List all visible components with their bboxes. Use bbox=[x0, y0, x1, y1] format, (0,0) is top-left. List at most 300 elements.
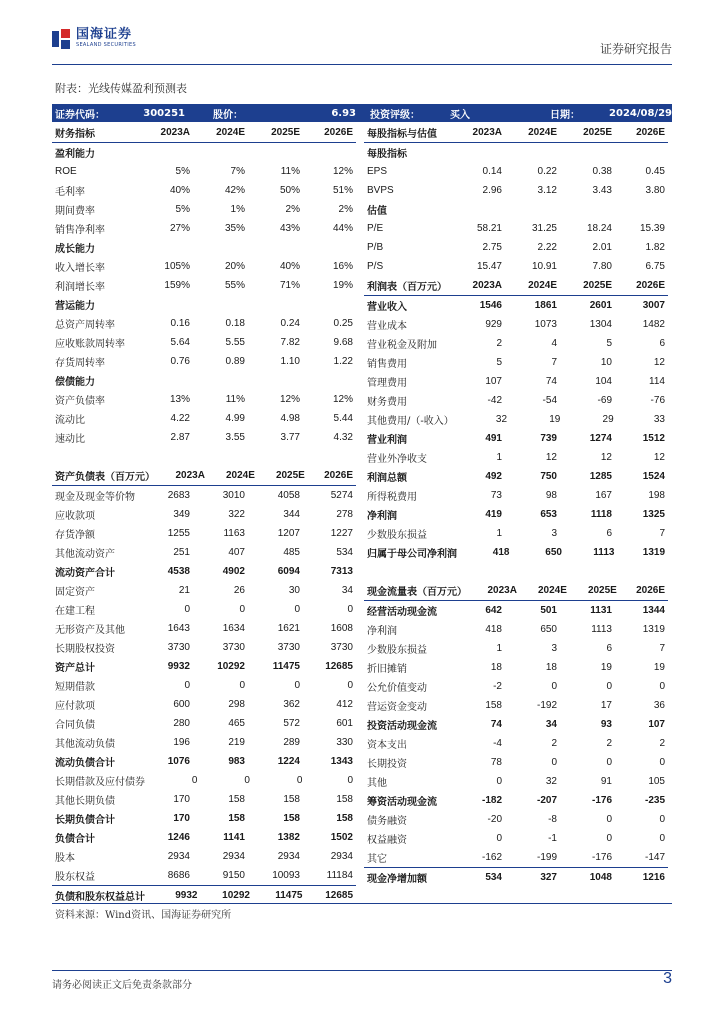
cell-value: 1113 bbox=[591, 624, 612, 635]
cell-value: 74 bbox=[545, 376, 557, 387]
cell-value: 12 bbox=[653, 452, 665, 463]
table-row bbox=[364, 715, 668, 734]
cell-value: 170 bbox=[173, 813, 190, 824]
cell-value: 407 bbox=[228, 547, 245, 558]
cell-value: 1163 bbox=[223, 528, 245, 539]
cell-value: -76 bbox=[650, 395, 665, 406]
table-row bbox=[364, 467, 668, 486]
cell-value: 344 bbox=[283, 509, 300, 520]
cell-value: 2023A bbox=[160, 127, 190, 138]
row-label: 销售净利率 bbox=[55, 225, 105, 236]
cell-value: 289 bbox=[283, 737, 300, 748]
logo-name-en: SEALAND SECURITIES bbox=[76, 42, 136, 48]
table-row bbox=[52, 428, 356, 447]
row-label: 管理费用 bbox=[367, 378, 407, 389]
cell-value: 1343 bbox=[330, 756, 353, 767]
cell-value: 27% bbox=[169, 223, 190, 234]
cell-value: 40% bbox=[279, 261, 300, 272]
cell-value: 2% bbox=[285, 204, 300, 215]
table-row bbox=[364, 543, 668, 562]
row-label: 长期借款及应付债券 bbox=[55, 777, 145, 788]
row-label: 流动负债合计 bbox=[55, 758, 115, 769]
table-row bbox=[364, 410, 668, 429]
cell-value: 51% bbox=[332, 185, 353, 196]
cell-value: 0 bbox=[239, 680, 245, 691]
cell-value: 158 bbox=[283, 813, 300, 824]
cell-value: 3010 bbox=[222, 490, 245, 501]
date-value: 2024/08/29 bbox=[609, 107, 672, 119]
table-row bbox=[52, 314, 356, 333]
row-label: 流动比 bbox=[55, 415, 85, 426]
cell-value: 1207 bbox=[277, 528, 300, 539]
cell-value: 1524 bbox=[642, 471, 665, 482]
stock-code-label: 证券代码： bbox=[55, 109, 105, 121]
row-label: 应收账款周转率 bbox=[55, 339, 125, 350]
cell-value: 1224 bbox=[277, 756, 300, 767]
row-label: 应收款项 bbox=[55, 511, 95, 522]
row-label: 存货净额 bbox=[55, 530, 95, 541]
cell-value: 40% bbox=[169, 185, 190, 196]
section-heading bbox=[52, 238, 356, 257]
cell-value: 1.22 bbox=[333, 356, 353, 367]
cell-value: 5% bbox=[175, 204, 190, 215]
cell-value: 5% bbox=[175, 166, 190, 177]
cell-value: -235 bbox=[644, 795, 665, 806]
row-label: 无形资产及其他 bbox=[55, 625, 125, 636]
row-label: 每股指标与估值 bbox=[367, 129, 437, 140]
row-label: EPS bbox=[367, 166, 388, 177]
cell-value: 0 bbox=[551, 757, 557, 768]
table-row bbox=[364, 829, 668, 848]
cell-value: 1319 bbox=[642, 547, 666, 558]
cell-value: 12685 bbox=[325, 661, 353, 672]
table-row bbox=[52, 562, 356, 581]
table-row bbox=[52, 600, 356, 619]
cell-value: 2024E bbox=[225, 470, 255, 481]
cell-value: 2.75 bbox=[482, 242, 502, 253]
cell-value: 492 bbox=[485, 471, 502, 482]
cell-value: 0 bbox=[347, 775, 354, 786]
cell-value: 0 bbox=[496, 833, 502, 844]
cell-value: 1.82 bbox=[645, 242, 665, 253]
cell-value: 534 bbox=[485, 872, 502, 883]
row-label: 净利润 bbox=[367, 511, 397, 522]
table-row bbox=[52, 771, 356, 790]
cell-value: 2024E bbox=[216, 127, 245, 138]
row-label: 存货周转率 bbox=[55, 358, 105, 369]
cell-value: 2023A bbox=[487, 585, 517, 596]
row-label: 流动资产合计 bbox=[55, 568, 115, 579]
table-row bbox=[364, 848, 668, 867]
left-column bbox=[52, 123, 356, 905]
cell-value: 412 bbox=[336, 699, 353, 710]
table-row bbox=[52, 447, 356, 466]
cell-value: 0 bbox=[659, 757, 665, 768]
cell-value: 107 bbox=[485, 376, 502, 387]
row-label: 其他 bbox=[367, 778, 387, 789]
cell-value: 19 bbox=[653, 662, 665, 673]
row-label: 应付款项 bbox=[55, 701, 95, 712]
cell-value: 7 bbox=[551, 357, 557, 368]
cell-value: 198 bbox=[648, 490, 665, 501]
cell-value: 1512 bbox=[642, 433, 665, 444]
cell-value: 3007 bbox=[642, 300, 665, 311]
table-row bbox=[364, 334, 668, 353]
table-row bbox=[364, 372, 668, 391]
cell-value: -199 bbox=[536, 852, 557, 863]
table-row bbox=[364, 524, 668, 543]
cell-value: 1861 bbox=[534, 300, 557, 311]
cell-value: 36 bbox=[653, 700, 665, 711]
cell-value: 362 bbox=[283, 699, 300, 710]
table-row bbox=[364, 639, 668, 658]
cell-value: 322 bbox=[228, 509, 245, 520]
cell-value: 158 bbox=[336, 794, 353, 805]
cell-value: 1502 bbox=[330, 832, 353, 843]
table-row bbox=[364, 219, 668, 238]
cell-value: 71% bbox=[279, 280, 300, 291]
cell-value: 74 bbox=[490, 719, 502, 730]
row-label: 少数股东损益 bbox=[367, 645, 427, 656]
row-label: 筹资活动现金流 bbox=[367, 797, 437, 808]
cell-value: 1634 bbox=[222, 623, 245, 634]
table-row bbox=[52, 486, 356, 505]
cell-value: 1141 bbox=[223, 832, 245, 843]
cell-value: 11475 bbox=[272, 661, 300, 672]
cell-value: 5 bbox=[496, 357, 502, 368]
table-row bbox=[52, 181, 356, 200]
row-label: 现金净增加额 bbox=[367, 874, 427, 885]
cell-value: 114 bbox=[649, 376, 665, 387]
cell-value: 2934 bbox=[222, 851, 245, 862]
cell-value: 158 bbox=[485, 700, 502, 711]
logo-icon bbox=[52, 29, 70, 49]
cell-value: 1546 bbox=[479, 300, 502, 311]
cell-value: 219 bbox=[228, 737, 245, 748]
cell-value: 196 bbox=[173, 737, 190, 748]
cell-value: 534 bbox=[336, 547, 353, 558]
table-row bbox=[364, 315, 668, 334]
cell-value: 1% bbox=[230, 204, 245, 215]
row-label: 总资产周转率 bbox=[55, 320, 115, 331]
cell-value: 1344 bbox=[642, 605, 665, 616]
cell-value: 1 bbox=[496, 528, 502, 539]
cell-value: 0 bbox=[659, 814, 665, 825]
row-label: 在建工程 bbox=[55, 606, 95, 617]
cell-value: -4 bbox=[493, 738, 502, 749]
cell-value: 167 bbox=[595, 490, 612, 501]
cell-value: 1131 bbox=[590, 605, 612, 616]
row-label: 经营活动现金流 bbox=[367, 607, 437, 618]
row-label: 公允价值变动 bbox=[367, 683, 427, 694]
row-label: 资产负债表（百万元） bbox=[55, 472, 155, 483]
table-row bbox=[364, 696, 668, 715]
row-label: 销售费用 bbox=[367, 359, 407, 370]
cell-value: -1 bbox=[548, 833, 557, 844]
cell-value: 0 bbox=[184, 604, 190, 615]
cell-value: 32 bbox=[495, 414, 508, 425]
table-row bbox=[364, 448, 668, 467]
cell-value: 0.25 bbox=[333, 318, 353, 329]
cell-value: 6 bbox=[606, 643, 612, 654]
cell-value: 2 bbox=[659, 738, 665, 749]
cell-value: 929 bbox=[485, 319, 502, 330]
cell-value: 0 bbox=[659, 833, 665, 844]
row-label: BVPS bbox=[367, 185, 394, 196]
cell-value: 485 bbox=[283, 547, 300, 558]
table-header-row bbox=[364, 581, 668, 601]
table-row bbox=[364, 296, 668, 315]
row-label: 财务费用 bbox=[367, 397, 407, 408]
cell-value: 0 bbox=[496, 776, 502, 787]
table-row bbox=[52, 581, 356, 600]
cell-value: 158 bbox=[336, 813, 353, 824]
table-row bbox=[52, 790, 356, 809]
cell-value: 16% bbox=[332, 261, 353, 272]
cell-value: 6094 bbox=[277, 566, 300, 577]
cell-value: 11% bbox=[225, 394, 245, 405]
cell-value: 1 bbox=[496, 643, 502, 654]
cell-value: 170 bbox=[173, 794, 190, 805]
row-label: 营业成本 bbox=[367, 321, 407, 332]
cell-value: -182 bbox=[481, 795, 502, 806]
row-label: 盈利能力 bbox=[55, 149, 95, 160]
table-header-row bbox=[52, 466, 356, 486]
table-row bbox=[52, 524, 356, 543]
cell-value: 0 bbox=[294, 680, 300, 691]
cell-value: 601 bbox=[336, 718, 353, 729]
cell-value: 2 bbox=[606, 738, 612, 749]
cell-value: 19% bbox=[332, 280, 353, 291]
cell-value: 0.38 bbox=[592, 166, 612, 177]
cell-value: 6.75 bbox=[645, 261, 665, 272]
table-row bbox=[52, 409, 356, 428]
row-label: 少数股东损益 bbox=[367, 530, 427, 541]
cell-value: 0 bbox=[294, 604, 300, 615]
cell-value: 6 bbox=[659, 338, 665, 349]
page-header bbox=[52, 28, 672, 60]
table-row bbox=[364, 601, 668, 620]
row-label: 长期股权投资 bbox=[55, 644, 115, 655]
cell-value: 5274 bbox=[330, 490, 353, 501]
cell-value: 2934 bbox=[330, 851, 353, 862]
table-row bbox=[52, 866, 356, 885]
cell-value: 9932 bbox=[167, 661, 190, 672]
cell-value: 4.98 bbox=[280, 413, 300, 424]
cell-value: 1608 bbox=[330, 623, 353, 634]
cell-value: 7.82 bbox=[280, 337, 300, 348]
cell-value: 491 bbox=[485, 433, 502, 444]
row-label: 投资活动现金流 bbox=[367, 721, 437, 732]
cell-value: -54 bbox=[542, 395, 557, 406]
cell-value: 1274 bbox=[589, 433, 612, 444]
cell-value: 7% bbox=[230, 166, 245, 177]
table-row bbox=[52, 162, 356, 181]
row-label: 合同负债 bbox=[55, 720, 95, 731]
row-label: 权益融资 bbox=[367, 835, 407, 846]
cell-value: 1227 bbox=[330, 528, 353, 539]
cell-value: 29 bbox=[602, 414, 614, 425]
cell-value: 2 bbox=[551, 738, 557, 749]
cell-value: 327 bbox=[540, 872, 557, 883]
right-column bbox=[364, 123, 668, 887]
cell-value: 0 bbox=[606, 757, 612, 768]
row-label: 收入增长率 bbox=[55, 263, 105, 274]
cell-value: 10292 bbox=[217, 661, 245, 672]
cell-value: 12 bbox=[653, 357, 665, 368]
cell-value: -69 bbox=[597, 395, 612, 406]
row-label: 毛利率 bbox=[55, 187, 85, 198]
cell-value: 653 bbox=[540, 509, 557, 520]
row-label: 营业利润 bbox=[367, 435, 407, 446]
row-label: 速动比 bbox=[55, 434, 85, 445]
cell-value: 1319 bbox=[642, 624, 665, 635]
cell-value: 7 bbox=[659, 643, 665, 654]
cell-value: -8 bbox=[548, 814, 557, 825]
cell-value: 5.55 bbox=[225, 337, 245, 348]
table-row bbox=[52, 619, 356, 638]
cell-value: 3.77 bbox=[280, 432, 300, 443]
cell-value: 1 bbox=[496, 452, 502, 463]
row-label: 营业税金及附加 bbox=[367, 340, 437, 351]
cell-value: 158 bbox=[228, 813, 245, 824]
table-row bbox=[52, 676, 356, 695]
table-row bbox=[364, 486, 668, 505]
cell-value: 298 bbox=[228, 699, 245, 710]
summary-bar bbox=[52, 104, 672, 122]
table-row bbox=[52, 752, 356, 771]
cell-value: 12 bbox=[545, 452, 557, 463]
table-row bbox=[364, 181, 668, 200]
cell-value: 2 bbox=[496, 338, 502, 349]
cell-value: 2026E bbox=[324, 470, 353, 481]
cell-value: 2683 bbox=[167, 490, 190, 501]
cell-value: 0.22 bbox=[537, 166, 557, 177]
cell-value: 17 bbox=[600, 700, 612, 711]
cell-value: 572 bbox=[283, 718, 300, 729]
cell-value: 11475 bbox=[275, 890, 303, 901]
cell-value: 7.80 bbox=[592, 261, 612, 272]
cell-value: 0.89 bbox=[225, 356, 245, 367]
cell-value: 2.01 bbox=[592, 242, 612, 253]
row-label: 现金流量表（百万元） bbox=[367, 587, 467, 598]
cell-value: 4058 bbox=[277, 490, 300, 501]
cell-value: 1482 bbox=[642, 319, 665, 330]
cell-value: 43% bbox=[279, 223, 300, 234]
cell-value: 501 bbox=[540, 605, 557, 616]
table-row bbox=[52, 390, 356, 409]
cell-value: 7 bbox=[659, 528, 665, 539]
cell-value: -176 bbox=[591, 852, 612, 863]
cell-value: 650 bbox=[545, 547, 562, 558]
footer-divider bbox=[52, 970, 672, 971]
row-label: 净利润 bbox=[367, 626, 397, 637]
section-heading bbox=[52, 143, 356, 162]
cell-value: 42% bbox=[224, 185, 245, 196]
cell-value: 2025E bbox=[583, 127, 612, 138]
cell-value: 91 bbox=[600, 776, 612, 787]
cell-value: 15.39 bbox=[639, 223, 665, 234]
cell-value: 4 bbox=[551, 338, 557, 349]
cell-value: 4.22 bbox=[170, 413, 190, 424]
table-row bbox=[52, 695, 356, 714]
cell-value: 3730 bbox=[330, 642, 353, 653]
cell-value: 31.25 bbox=[531, 223, 557, 234]
cell-value: 93 bbox=[600, 719, 612, 730]
cell-value: 3.12 bbox=[537, 185, 557, 196]
table-row bbox=[52, 200, 356, 219]
cell-value: 2.87 bbox=[170, 432, 190, 443]
cell-value: 26 bbox=[233, 585, 245, 596]
cell-value: 9150 bbox=[222, 870, 245, 881]
cell-value: -42 bbox=[487, 395, 502, 406]
cell-value: 0.76 bbox=[170, 356, 190, 367]
cell-value: 12685 bbox=[325, 890, 354, 901]
cell-value: 2026E bbox=[324, 127, 353, 138]
row-label: 负债合计 bbox=[55, 834, 95, 845]
cell-value: 5 bbox=[606, 338, 612, 349]
cell-value: 2023A bbox=[472, 280, 502, 291]
cell-value: 98 bbox=[545, 490, 557, 501]
cell-value: 1216 bbox=[642, 872, 665, 883]
table-row bbox=[364, 238, 668, 257]
cell-value: 251 bbox=[173, 547, 190, 558]
row-label: 偿债能力 bbox=[55, 377, 95, 388]
cell-value: 2934 bbox=[167, 851, 190, 862]
row-label: 固定资产 bbox=[55, 587, 95, 598]
cell-value: 78 bbox=[490, 757, 502, 768]
cell-value: 1325 bbox=[642, 509, 665, 520]
cell-value: 159% bbox=[164, 280, 190, 291]
cell-value: 10 bbox=[600, 357, 612, 368]
cell-value: -147 bbox=[644, 852, 665, 863]
cell-value: 3730 bbox=[167, 642, 190, 653]
cell-value: 4.32 bbox=[333, 432, 353, 443]
row-label: 营业外净收支 bbox=[367, 454, 427, 465]
cell-value: 465 bbox=[228, 718, 245, 729]
table-header-row bbox=[364, 276, 668, 296]
cell-value: 3 bbox=[551, 528, 557, 539]
cell-value: 158 bbox=[283, 794, 300, 805]
cell-value: 3730 bbox=[277, 642, 300, 653]
cell-value: 2024E bbox=[528, 127, 557, 138]
cell-value: 0 bbox=[244, 775, 250, 786]
table-row bbox=[52, 505, 356, 524]
cell-value: 2934 bbox=[277, 851, 300, 862]
cell-value: 5.64 bbox=[170, 337, 190, 348]
section-heading bbox=[52, 295, 356, 314]
cell-value: 30 bbox=[288, 585, 300, 596]
cell-value: 5.44 bbox=[333, 413, 353, 424]
stock-code-value: 300251 bbox=[143, 107, 185, 119]
table-row bbox=[52, 352, 356, 371]
table-row bbox=[364, 429, 668, 448]
table-row bbox=[52, 333, 356, 352]
cell-value: 19 bbox=[600, 662, 612, 673]
cell-value: 4538 bbox=[167, 566, 190, 577]
cell-value: 3.43 bbox=[592, 185, 612, 196]
cell-value: -176 bbox=[591, 795, 612, 806]
cell-value: 13% bbox=[169, 394, 190, 405]
cell-value: 349 bbox=[173, 509, 190, 520]
row-label: P/E bbox=[367, 223, 384, 234]
cell-value: 12% bbox=[279, 394, 300, 405]
cell-value: 34 bbox=[341, 585, 353, 596]
cell-value: 2024E bbox=[528, 280, 557, 291]
cell-value: 58.21 bbox=[476, 223, 502, 234]
section-heading bbox=[364, 200, 668, 219]
cell-value: 12 bbox=[600, 452, 612, 463]
